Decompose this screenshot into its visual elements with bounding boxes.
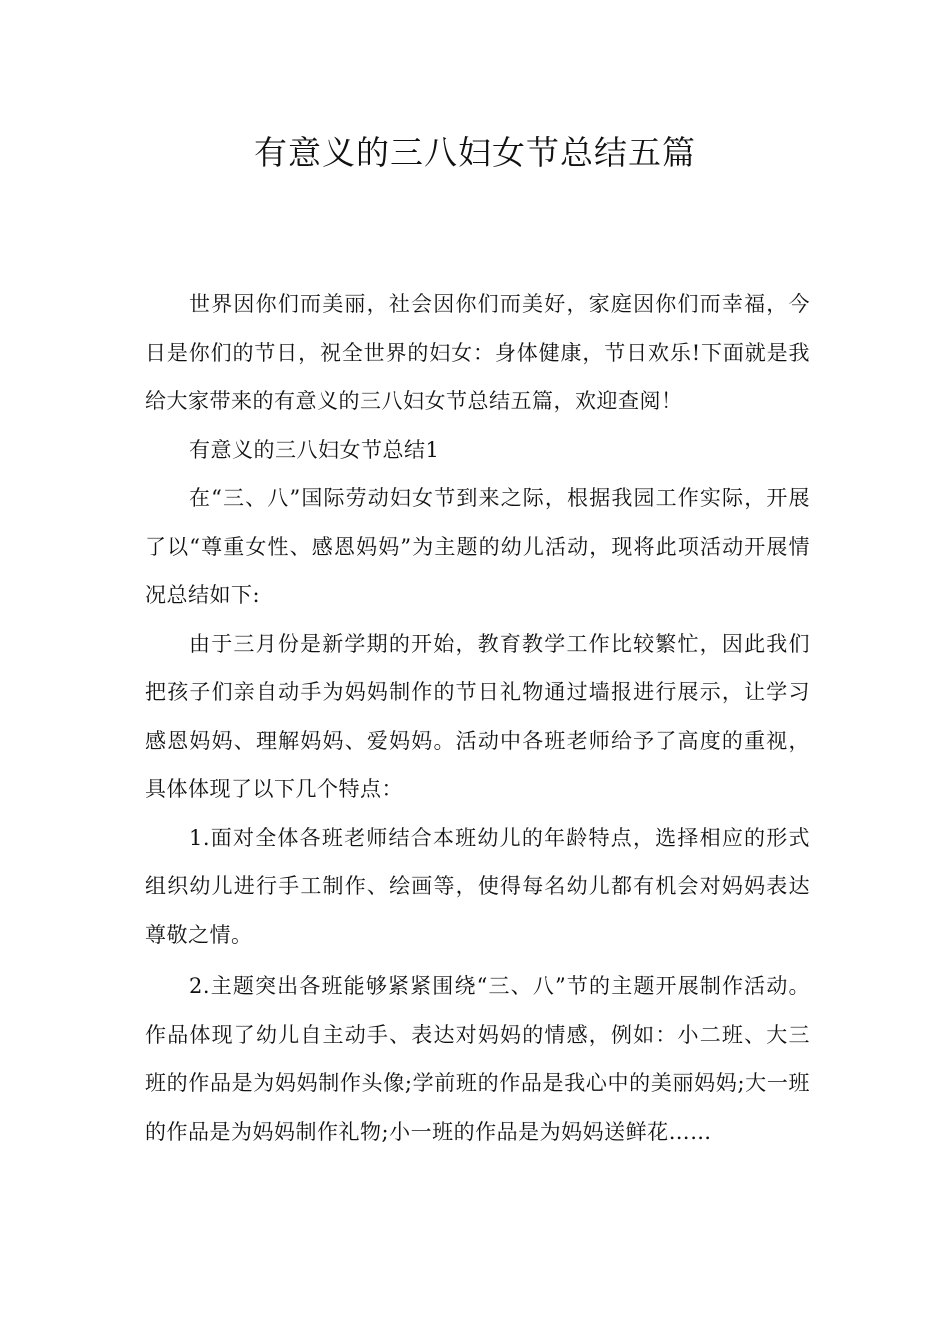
list-item-1: 1.面对全体各班老师结合本班幼儿的年龄特点，选择相应的形式组织幼儿进行手工制作、绘画等，使得每名幼儿都有机会对妈妈表达尊敬之情。 [145, 825, 810, 947]
document-body [145, 280, 810, 1156]
list-item-2: 2.主题突出各班能够紧紧围绕“三、八”节的主题开展制作活动。作品体现了幼儿自主动手、表达对妈妈的情感，例如：小二班、大三班的作品是为妈妈制作头像;学前班的作品是我心中的美丽妈妈;大一班的作品是为妈妈制作礼物;小一班的作品是为妈妈送鲜花…… [145, 974, 810, 1144]
document-title: 有意义的三八妇女节总结五篇 [254, 133, 696, 172]
intro-paragraph: 世界因你们而美丽，社会因你们而美好，家庭因你们而幸福，今日是你们的节日，祝全世界的妇女：身体健康，节日欢乐!下面就是我给大家带来的有意义的三八妇女节总结五篇，欢迎查阅！ [145, 292, 810, 413]
body-paragraph: 由于三月份是新学期的开始，教育教学工作比较繁忙，因此我们把孩子们亲自动手为妈妈制作的节日礼物通过墙报进行展示，让学习感恩妈妈、理解妈妈、爱妈妈。活动中各班老师给予了高度的重视，具体体现了以下几个特点： [145, 631, 810, 801]
section-heading: 有意义的三八妇女节总结1 [189, 437, 440, 462]
body-paragraph: 在“三、八”国际劳动妇女节到来之际，根据我园工作实际，开展了以“尊重女性、感恩妈妈”为主题的幼儿活动，现将此项活动开展情况总结如下: [145, 486, 810, 607]
